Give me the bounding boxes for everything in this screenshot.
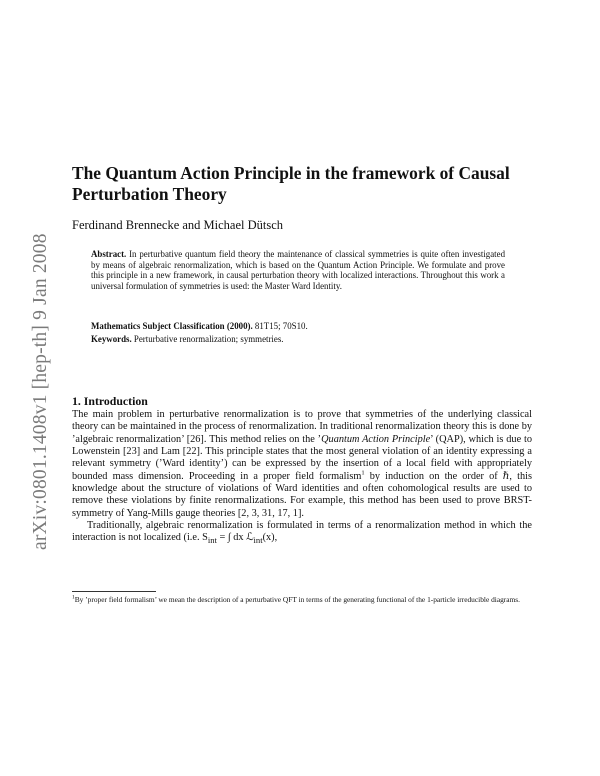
- authors: Ferdinand Brennecke and Michael Dütsch: [72, 218, 284, 232]
- keywords-value: Perturbative renormalization; symmetries.: [133, 334, 284, 344]
- keywords: [91, 334, 505, 344]
- msc-value: 81T15; 70S10.: [254, 321, 308, 331]
- abstract-label: Abstract.: [91, 249, 127, 259]
- keywords-label: Keywords.: [91, 334, 132, 344]
- footnote-ref: 1: [361, 469, 365, 477]
- abstract-text: In perturbative quantum field theory the maintenance of classical symmetries is quite often investigated by means of algebraic renormalization, which is based on the Quantum Action Principle. We formulate and prove this principle in a new framework, in causal perturbation theory with localized interactions. Throughout this work a universal formulation of symmetries is used: the Master Ward Identity.: [91, 249, 506, 291]
- paragraph-2: Traditionally, algebraic renormalization is formulated in terms of a renormalization method in which the interaction is not localized (i.e. $S_{int}$ = ∫ dx ℒ$_{int}$(x),: [72, 520, 532, 546]
- abstract: [91, 249, 505, 291]
- footnote: [72, 595, 532, 604]
- arxiv-identifier: arXiv:0801.1408v1 [hep-th] 9 Jan 2008: [30, 233, 51, 550]
- footnote-text: By ’proper field formalism’ we mean the description of a perturbative QFT in terms of the generating functional of the 1-particle irreducible diagrams.: [74, 595, 521, 604]
- section-body: [72, 409, 532, 547]
- footnote-rule: [72, 591, 156, 592]
- qap-term: Quantum Action Principle: [321, 433, 431, 445]
- paragraph-1: The main problem in perturbative renormalization is to prove that symmetries of the underlying classical theory can be maintained in the process of renormalization. In traditional renormalization theory this is done by ’algebraic renormalization’ [26]. This method relies on the ’Quantum Action Principle’ (QAP), which is due to Lowenstein [23] and Lam [22]. This principle states that the most general violation of an identity expressing a relevant symmetry (’Ward identity’) can be expressed by the insertion of a local field with appropriately bounded mass dimension. Proceeding in a proper field formalism$^1$ by induction on the order of ℏ, this knowledge about the structure of violations of Ward identities and often cohomological results are used to remove these violations by finite renormalizations. For example, this method has been used to prove BRST-symmetry of Yang-Mills gauge theories [2, 3, 31, 17, 1].: [72, 409, 532, 519]
- msc-classification: [91, 321, 505, 331]
- paper-title: The Quantum Action Principle in the framework of Causal Perturbation Theory: [72, 163, 510, 204]
- footnote-mark: 1: [72, 594, 75, 601]
- section-heading: 1. Introduction: [72, 394, 148, 408]
- msc-label: Mathematics Subject Classification (2000).: [91, 321, 253, 331]
